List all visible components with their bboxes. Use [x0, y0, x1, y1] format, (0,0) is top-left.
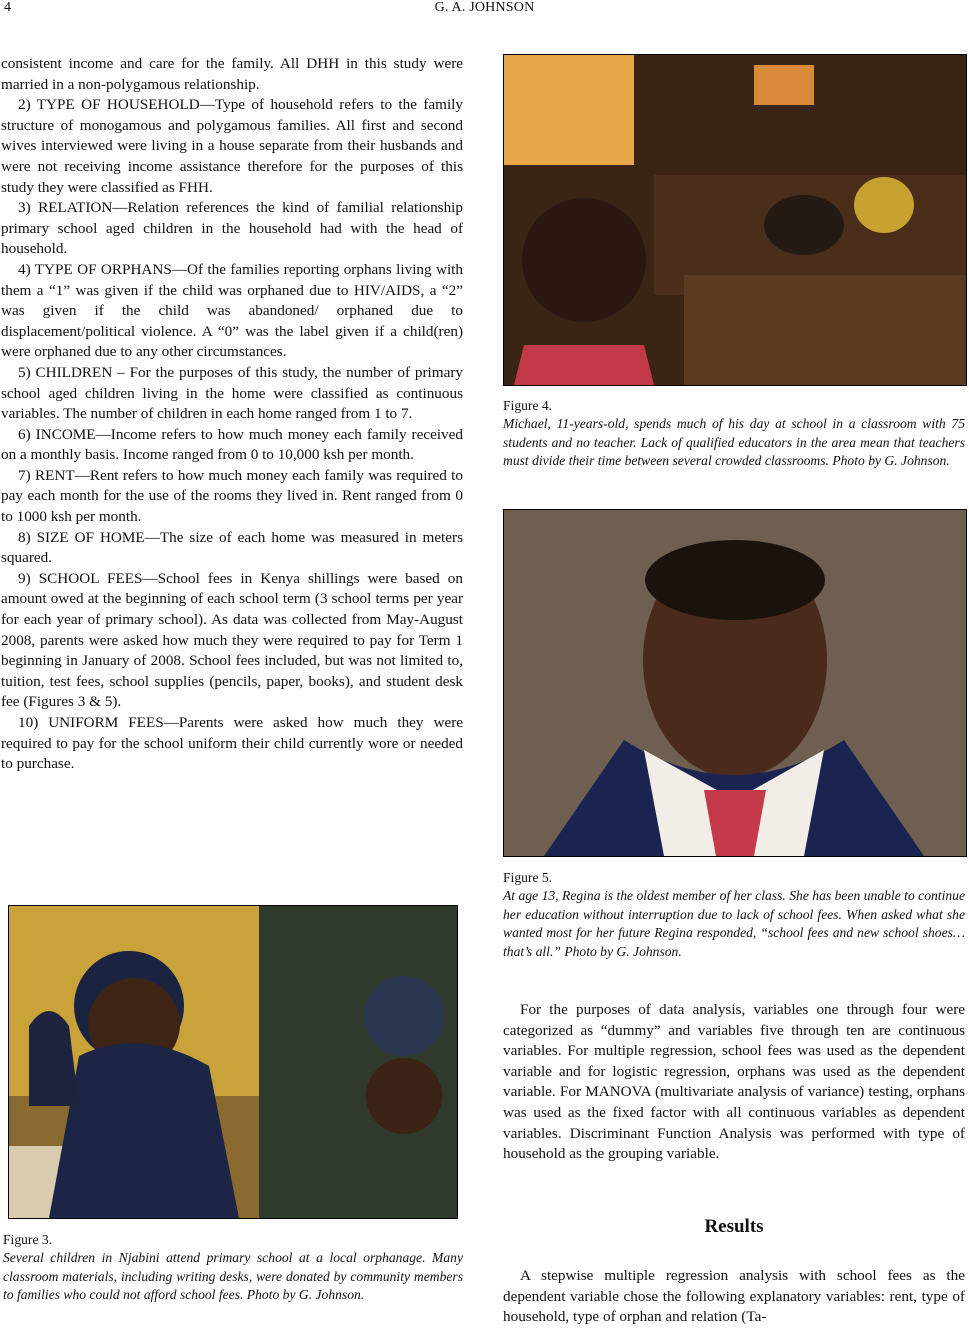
figure-5-caption-text: At age 13, Regina is the oldest member of her class. She has been unable to continue her education without interruption due to lack of school fees. When asked what she wanted most for her future Regina responded, “school fees and new school shoes…that’s all.” Photo by G. Johnson. — [503, 888, 965, 959]
results-text — [503, 1266, 965, 1328]
figure-4-photo — [503, 54, 967, 386]
figure-3-label: Figure 3. — [3, 1232, 53, 1247]
figure-3-photo — [8, 905, 458, 1219]
figure-4-label: Figure 4. — [503, 398, 553, 413]
left-column-text — [1, 54, 463, 775]
figure-5-caption — [503, 869, 965, 961]
figure-5-label: Figure 5. — [503, 870, 553, 885]
paragraph: 9) SCHOOL FEES—School fees in Kenya shillings were based on amount owed at the beginning of each school term (3 school terms per year for each year of primary school). As data was collected from May-August 2008, parents were asked how much they were required to pay for Term 1 beginning in January of 2008. School fees included, but was not limited to, tuition, test fees, school supplies (pencils, paper, books), and student desk fee (Figures 3 & 5). — [1, 569, 463, 711]
paragraph: consistent income and care for the family. All DHH in this study were married in a non-polygamous relationship. — [1, 55, 463, 93]
paragraph: 3) RELATION—Relation references the kind of familial relationship primary school aged children in the household had with the head of household. — [1, 199, 463, 258]
figure-3-caption — [3, 1231, 463, 1305]
paragraph: 2) TYPE OF HOUSEHOLD—Type of household refers to the family structure of monogamous and polygamous families. All first and second wives interviewed were living in a house separate from their husbands and were not receiving income assistance therefore for the purposes of this study they were classified as FHH. — [1, 96, 463, 196]
paragraph: 4) TYPE OF ORPHANS—Of the families reporting orphans living with them a “1” was given if the child was orphaned due to HIV/AIDS, a “2” was given if the child was abandoned/ orphaned due to displacement/political violence. A “0” was the label given if a child(ren) were orphaned due to any other circumstances. — [1, 260, 463, 361]
paragraph: 6) INCOME—Income refers to how much money each family received on a monthly basis. Income ranged from 0 to 10,000 ksh per month. — [1, 425, 463, 464]
right-column-text — [503, 1000, 965, 1165]
page-number: 4 — [4, 0, 11, 15]
figure-4-caption — [503, 397, 965, 471]
figure-4-caption-text: Michael, 11-years-old, spends much of his day at school in a classroom with 75 students and no teacher. Lack of qualified educators in the area mean that teachers must divide their time between several crowded classrooms. Photo by G. Johnson. — [503, 416, 965, 469]
running-head: G. A. JOHNSON — [434, 0, 535, 15]
paragraph: 7) RENT—Rent refers to how much money each family was required to pay each month for the use of the rooms they lived in. Rent ranged from 0 to 1000 ksh per month. — [1, 466, 463, 526]
results-heading: Results — [704, 1216, 764, 1237]
paragraph: A stepwise multiple regression analysis with school fees as the dependent variable chose the following explanatory variables: rent, type of household, type of orphan and relation (Ta- — [503, 1267, 965, 1326]
paragraph: For the purposes of data analysis, variables one through four were categorized as “dummy” and variables five through ten are continuous variables. For multiple regression, school fees was used as the dependent variable and for logistic regression, orphans was used as the dependent variable. For MANOVA (multivariate analysis of variance) testing, orphans was used as the fixed factor with all continuous variables as dependent variables. Discriminant Function Analysis was performed with type of household as the grouping variable. — [503, 1001, 965, 1163]
figure-5-photo — [503, 509, 967, 857]
figure-3-caption-text: Several children in Njabini attend primary school at a local orphanage. Many classroom materials, including writing desks, were donated by community members to families who could not afford school fees. Photo by G. Johnson. — [3, 1250, 463, 1303]
paragraph: 5) CHILDREN – For the purposes of this study, the number of primary school aged children living in the home were classified as continuous variables. The number of children in each home ranged from 1 to 7. — [1, 363, 463, 423]
paragraph: 8) SIZE OF HOME—The size of each home was measured in meters squared. — [1, 528, 463, 567]
paragraph: 10) UNIFORM FEES—Parents were asked how much they were required to pay for the school uniform their child currently wore or needed to purchase. — [1, 714, 463, 773]
